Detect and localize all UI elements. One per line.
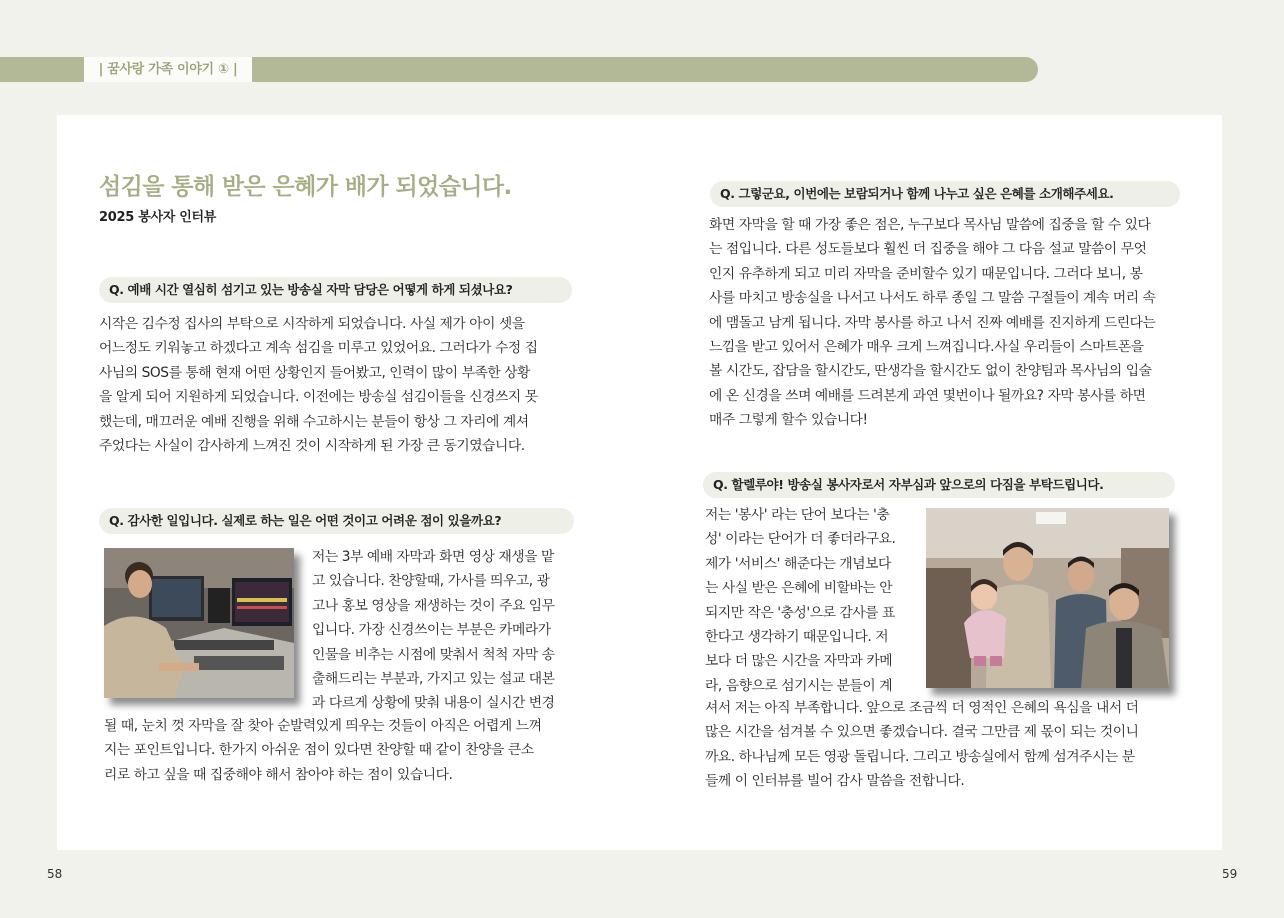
answer-1 (99, 312, 573, 458)
answer-line: 저는 '봉사' 라는 단어 보다는 '충 (705, 507, 890, 523)
answer-line: 느낌을 받고 있어서 은혜가 매우 크게 느껴집니다.사실 우리들이 스마트폰을 (709, 339, 1144, 356)
volunteer-group-photo (926, 508, 1169, 688)
answer-line: 했는데, 매끄러운 예배 진행을 위해 수고하시는 분들이 항상 그 자리에 계셔 (99, 413, 529, 430)
answer-line: 매주 그렇게 할수 있습니다! (709, 412, 868, 429)
answer-2-beside-photo (312, 545, 574, 716)
answer-line: 제가 '서비스' 해준다는 개념보다 (705, 555, 891, 572)
question-1: Q. 예배 시간 열심히 섬기고 있는 방송실 자막 담당은 어떻게 하게 되셨나요? (99, 277, 572, 303)
answer-4-full (705, 696, 1175, 794)
page-number-right: 59 (1222, 867, 1238, 881)
answer-line: 사님의 SOS를 통해 현재 어떤 상황인지 들어봤고, 인력이 많이 부족한 상황 (99, 364, 530, 381)
answer-line: 는 점입니다. 다른 성도들보다 훨씬 더 집중을 해야 그 다음 설교 말씀이 무엇 (709, 241, 1147, 258)
answer-line: 을 알게 되어 지원하게 되었습니다. 이전에는 방송실 섬김이들을 신경쓰지 못 (99, 389, 538, 406)
answer-line: 볼 시간도, 잡담을 할시간도, 딴생각을 할시간도 없이 찬양팀과 목사님의 입술 (709, 363, 1152, 380)
answer-line: 사를 마치고 방송실을 나서고 나서도 하루 종일 그 말씀 구절들이 계속 머리 속 (709, 290, 1156, 307)
answer-line: 어느정도 키워놓고 하겠다고 계속 섬김을 미루고 있었어요. 그러다가 수정 집 (99, 340, 538, 357)
answer-line: 인지 유추하게 되고 미리 자막을 준비할수 있기 때문입니다. 그러다 보니, 봉 (709, 265, 1143, 282)
answer-3 (709, 213, 1181, 433)
answer-line: 시작은 김수정 집사의 부탁으로 시작하게 되었습니다. 사실 제가 아이 셋을 (99, 316, 525, 332)
answer-line: 라, 음향으로 섬기시는 분들이 계 (705, 677, 893, 694)
answer-line: 에 맴돌고 남게 됩니다. 자막 봉사를 하고 나서 진짜 예배를 진지하게 드린다는 (709, 314, 1156, 331)
question-3: Q. 그렇군요, 이번에는 보람되거나 함께 나누고 싶은 은혜를 소개해주세요. (710, 181, 1180, 207)
page-number-left: 58 (47, 867, 63, 881)
answer-line: 셔서 저는 아직 부족합니다. 앞으로 조금씩 더 영적인 은혜의 욕심을 내서 더 (705, 700, 1139, 716)
question-4: Q. 할렐루야! 방송실 봉사자로서 자부심과 앞으로의 다짐을 부탁드립니다. (703, 472, 1175, 498)
answer-line: 리로 하고 싶을 때 집중해야 해서 참아야 하는 점이 있습니다. (104, 766, 453, 783)
answer-line: 주었다는 사실이 감사하게 느껴진 것이 시작하게 된 가장 큰 동기였습니다. (99, 438, 525, 455)
answer-line: 저는 3부 예배 자막과 화면 영상 재생을 맡 (312, 549, 554, 565)
answer-line: 화면 자막을 할 때 가장 좋은 점은, 누구보다 목사님 말씀에 집중을 할 수 있다 (709, 217, 1151, 233)
answer-line: 는 사실 받은 은혜에 비할바는 안 (705, 580, 893, 597)
answer-line: 되지만 작은 '충성'으로 감사를 표 (705, 604, 895, 621)
question-2: Q. 감사한 일입니다. 실제로 하는 일은 어떤 것이고 어려운 점이 있을까요? (99, 508, 574, 534)
broadcast-room-photo (104, 548, 294, 698)
answer-line: 출해드리는 부분과, 가지고 있는 설교 대본 (312, 671, 555, 688)
answer-line: 보다 더 많은 시간을 자막과 카메 (705, 653, 893, 670)
answer-line: 고 있습니다. 찬양할때, 가사를 띄우고, 광 (312, 573, 550, 590)
article-subtitle: 2025 봉사자 인터뷰 (99, 210, 216, 225)
answer-line: 많은 시간을 섬겨볼 수 있으면 좋겠습니다. 결국 그만큼 제 몫이 되는 것이니 (705, 724, 1139, 741)
section-tag: | 꿈사랑 가족 이야기 ① | (84, 57, 252, 82)
answer-line: 들께 이 인터뷰를 빌어 감사 말씀을 전합니다. (705, 773, 965, 790)
group-photo-illustration (926, 508, 1169, 688)
answer-line: 과 다르게 상황에 맞춰 내용이 실시간 변경 (312, 695, 555, 712)
answer-4-beside-photo (705, 503, 915, 698)
answer-line: 될 때, 눈치 껏 자막을 잘 찾아 순발력있게 띄우는 것들이 아직은 어렵게 느껴 (104, 718, 542, 734)
answer-line: 한다고 생각하기 때문입니다. 저 (705, 629, 889, 646)
article-title: 섬김을 통해 받은 은혜가 배가 되었습니다. (99, 174, 512, 200)
answer-line: 에 온 신경을 쓰며 예배를 드려본게 과연 몇번이나 될까요? 자막 봉사를 하면 (709, 387, 1146, 404)
answer-2-full (104, 714, 574, 787)
broadcast-room-illustration (104, 548, 294, 698)
answer-line: 지는 포인트입니다. 한가지 아쉬운 점이 있다면 찬양할 때 같이 찬양을 큰소 (104, 742, 534, 759)
answer-line: 인물을 비추는 시점에 맞춰서 척척 자막 송 (312, 646, 555, 663)
answer-line: 성' 이라는 단어가 더 좋더라구요. (705, 531, 896, 548)
answer-line: 고나 홍보 영상을 재생하는 것이 주요 임무 (312, 597, 555, 614)
answer-line: 입니다. 가장 신경쓰이는 부분은 카메라가 (312, 622, 551, 639)
answer-line: 까요. 하나님께 모든 영광 돌립니다. 그리고 방송실에서 함께 섬겨주시는 분 (705, 748, 1135, 765)
